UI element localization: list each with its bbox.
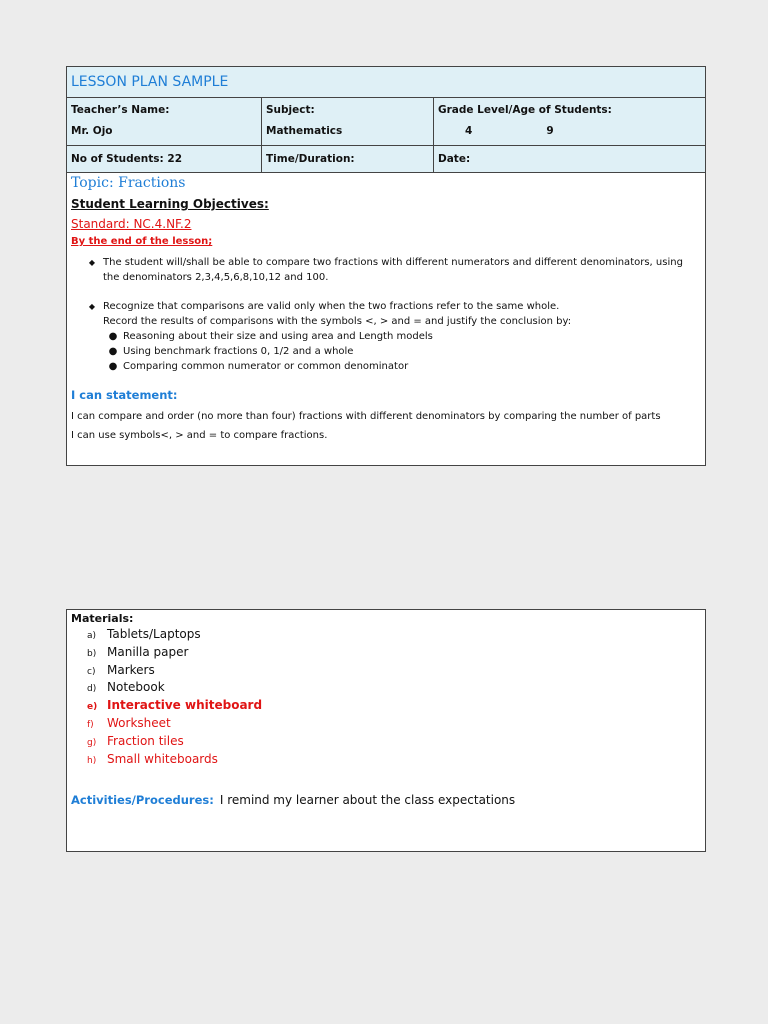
- material-label: f): [87, 719, 94, 730]
- bullet-icon: ●: [108, 361, 118, 372]
- material-label: c): [87, 666, 96, 677]
- sub-item-text: Using benchmark fractions 0, 1/2 and a whole: [123, 346, 354, 357]
- lesson-plan-table: [66, 66, 706, 466]
- sub-item: [71, 344, 701, 359]
- objective-2-line-2: Record the results of comparisons with the symbols <, > and = and justify the conclusion by:: [103, 316, 572, 327]
- sub-item: [71, 359, 701, 374]
- activities-heading: Activities/Procedures:: [71, 793, 214, 808]
- objective-item: [71, 299, 701, 329]
- date-cell: Date:: [433, 146, 705, 172]
- sub-item: [71, 329, 701, 344]
- bullet-icon: ●: [108, 346, 118, 357]
- standard-label: Standard: NC.4.NF.2: [71, 217, 192, 231]
- material-item: [71, 716, 701, 734]
- material-label: e): [87, 702, 98, 713]
- grade-values: [438, 125, 701, 137]
- subject-cell: [261, 98, 433, 145]
- material-item: [71, 645, 701, 663]
- time-cell: Time/Duration:: [261, 146, 433, 172]
- material-item: [71, 680, 701, 698]
- subject-value: Mathematics: [266, 125, 343, 137]
- activities-text: I remind my learner about the class expectations: [219, 793, 516, 808]
- materials-heading: Materials:: [71, 612, 134, 625]
- teacher-label: Teacher’s Name:: [71, 104, 170, 116]
- material-label: b): [87, 648, 97, 659]
- material-text: Small whiteboards: [107, 751, 218, 766]
- material-label: d): [87, 684, 97, 695]
- end-of-lesson-label: By the end of the lesson;: [71, 236, 213, 247]
- material-label: g): [87, 737, 97, 748]
- sub-item-text: Comparing common numerator or common denominator: [123, 361, 409, 372]
- material-text: Notebook: [107, 680, 165, 695]
- objective-2-line-1: Recognize that comparisons are valid only when the two fractions refer to the same whole.: [103, 301, 560, 312]
- i-can-line-2: I can use symbols<, > and = to compare fractions.: [71, 430, 328, 441]
- material-item: [71, 627, 701, 645]
- activities-row: [71, 793, 701, 807]
- students-cell: No of Students: 22: [71, 153, 182, 165]
- material-item: [71, 663, 701, 681]
- teacher-cell: [67, 98, 261, 145]
- material-label: h): [87, 755, 97, 766]
- title-row: [67, 67, 705, 98]
- lesson-content: [67, 175, 705, 441]
- grade-value: 4: [465, 125, 473, 137]
- bullet-icon: ●: [108, 331, 118, 342]
- material-text: Tablets/Laptops: [107, 627, 201, 641]
- material-text: Fraction tiles: [107, 733, 184, 748]
- grade-label: Grade Level/Age of Students:: [438, 104, 612, 116]
- teacher-value: Mr. Ojo: [71, 125, 113, 137]
- material-item: [71, 734, 701, 752]
- info-row: [67, 98, 705, 146]
- materials-list: [71, 627, 701, 769]
- lesson-plan-title: LESSON PLAN SAMPLE: [71, 74, 229, 90]
- objective-text: [103, 299, 701, 329]
- objective-text: The student will/shall be able to compare two fractions with different numerators and different denominators, using the denominators 2,3,4,5,6,8,10,12 and 100.: [103, 257, 683, 283]
- i-can-heading: I can statement:: [71, 388, 178, 402]
- material-item: [71, 752, 701, 770]
- grade-cell: [433, 98, 705, 145]
- material-text: Worksheet: [107, 715, 171, 730]
- i-can-line-1: I can compare and order (no more than four) fractions with different denominators by comparing the number of parts: [71, 411, 661, 422]
- materials-box: [66, 609, 706, 852]
- material-item: [71, 698, 701, 716]
- diamond-bullet-icon: ◆: [88, 302, 95, 311]
- material-text: Markers: [107, 662, 155, 677]
- age-value: 9: [546, 125, 554, 137]
- material-label: a): [87, 631, 97, 641]
- info-row-2: [67, 146, 705, 173]
- material-text: Interactive whiteboard: [107, 698, 263, 713]
- objective-item: [71, 255, 701, 285]
- objectives-heading: Student Learning Objectives:: [71, 197, 269, 211]
- material-text: Manilla paper: [107, 644, 189, 659]
- sub-item-text: Reasoning about their size and using area and Length models: [123, 331, 433, 342]
- topic-heading: Topic: Fractions: [71, 175, 186, 191]
- diamond-bullet-icon: ◆: [88, 258, 95, 267]
- subject-label: Subject:: [266, 104, 315, 116]
